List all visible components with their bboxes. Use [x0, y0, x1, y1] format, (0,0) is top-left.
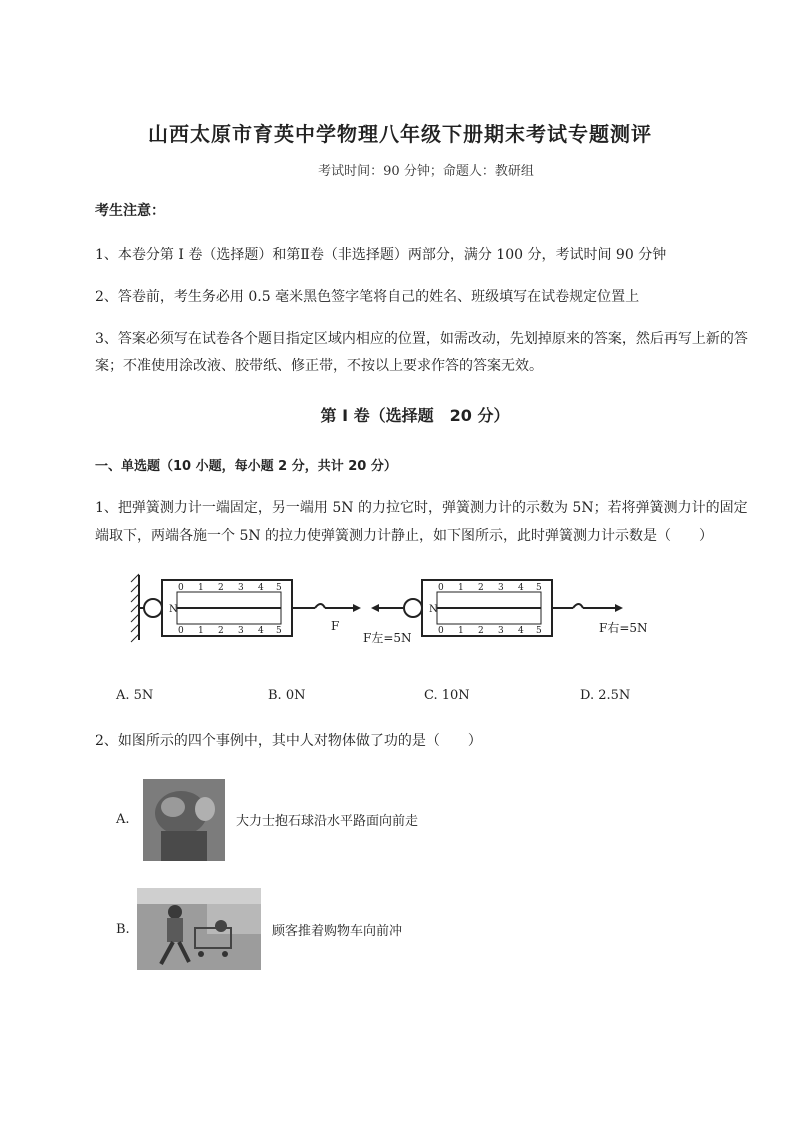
tick-label: 5: [276, 626, 282, 636]
tick-label: 3: [238, 626, 244, 636]
q2-option-a-text: 大力士抱石球沿水平路面向前走: [236, 814, 419, 829]
spring-scale-left: [139, 580, 361, 636]
tick-label: 1: [458, 583, 464, 593]
tick-label: 3: [498, 626, 504, 636]
notice-item-1: 1、本卷分第 I 卷（选择题）和第Ⅱ卷（非选择题）两部分，满分 100 分，考试时间 90 分钟: [95, 247, 667, 263]
tick-label: 2: [218, 626, 224, 636]
tick-label: 0: [438, 583, 444, 593]
tick-label: 5: [536, 583, 542, 593]
question-1-text: 1、把弹簧测力计一端固定，另一端用 5N 的力拉它时，弹簧测力计的示数为 5N；若将弹簧测力计的固定端取下，两端各施一个 5N 的拉力使弹簧测力计静止，如下图所示，此时弹簧测力计示数是（ ）: [95, 500, 748, 544]
spring-scale-figure: [125, 570, 665, 650]
tick-label: 4: [518, 626, 524, 636]
tick-label: 3: [238, 583, 244, 593]
tick-label: 4: [518, 583, 524, 593]
tick-label: 4: [258, 583, 264, 593]
notice-heading: 考生注意：: [95, 203, 165, 219]
wall: [131, 574, 139, 642]
tick-label: 5: [536, 626, 542, 636]
tick-label: 1: [458, 626, 464, 636]
tick-label: 1: [198, 626, 204, 636]
option-c: C. 10N: [424, 688, 470, 703]
scale-unit-label: N: [169, 604, 178, 615]
option-a: A. 5N: [116, 688, 154, 703]
question-2-text: 2、如图所示的四个事例中，其中人对物体做了功的是（ ）: [95, 733, 482, 749]
q2-option-a-letter: A.: [116, 812, 130, 827]
q2-option-b-text: 顾客推着购物车向前冲: [272, 924, 403, 939]
shopping-cart-photo: [137, 888, 261, 970]
strongman-photo: [143, 779, 225, 861]
force-label-left: F左=5N: [363, 631, 412, 645]
q2-option-b-letter: B.: [116, 922, 130, 937]
part-title: 一、单选题（10 小题，每小题 2 分，共计 20 分）: [95, 459, 397, 474]
tick-label: 2: [218, 583, 224, 593]
spring-scale-right: [363, 580, 648, 645]
scale-unit-label: N: [429, 604, 438, 615]
section-title: 第 I 卷（选择题 20 分）: [320, 406, 510, 425]
tick-label: 3: [498, 583, 504, 593]
tick-label: 4: [258, 626, 264, 636]
tick-label: 0: [178, 626, 184, 636]
force-label-f: F: [331, 619, 340, 633]
exam-subtitle: 考试时间：90 分钟；命题人：教研组: [318, 164, 534, 179]
notice-item-3: 3、答案必须写在试卷各个题目指定区域内相应的位置，如需改动，先划掉原来的答案，然后再写上新的答案；不准使用涂改液、胶带纸、修正带，不按以上要求作答的答案无效。: [95, 331, 748, 374]
tick-label: 0: [178, 583, 184, 593]
tick-label: 0: [438, 626, 444, 636]
page-title: 山西太原市育英中学物理八年级下册期末考试专题测评: [148, 122, 652, 146]
force-label-right: F右=5N: [599, 621, 648, 635]
tick-label: 1: [198, 583, 204, 593]
tick-label: 2: [478, 626, 484, 636]
option-d: D. 2.5N: [580, 688, 631, 703]
tick-label: 5: [276, 583, 282, 593]
tick-label: 2: [478, 583, 484, 593]
option-b: B. 0N: [268, 688, 306, 703]
notice-item-2: 2、答卷前，考生务必用 0.5 毫米黑色签字笔将自己的姓名、班级填写在试卷规定位置上: [95, 289, 640, 305]
